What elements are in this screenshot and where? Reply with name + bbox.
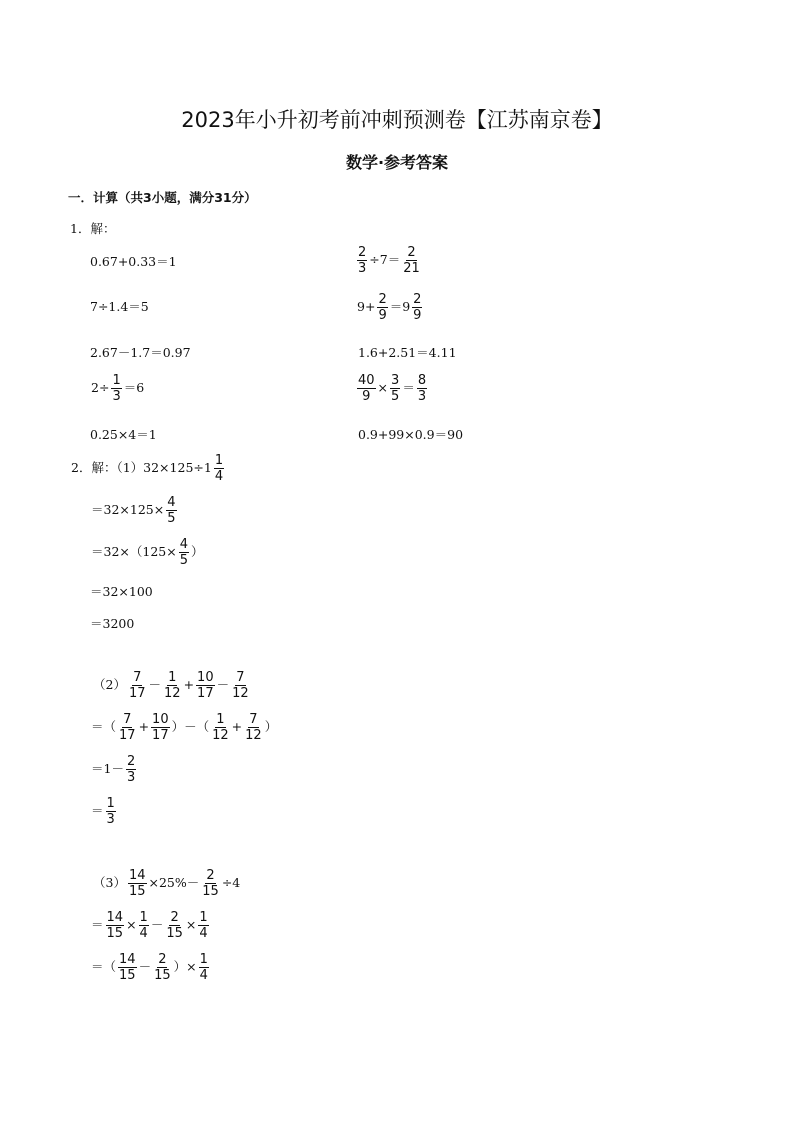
numerator: 1 bbox=[168, 670, 177, 685]
expression-text: 9+ bbox=[357, 299, 376, 315]
numerator: 1 bbox=[214, 453, 224, 468]
denominator: 15 bbox=[106, 926, 124, 941]
numerator: 2 bbox=[413, 292, 422, 307]
q2-part1-step4: ＝3200 bbox=[90, 616, 135, 631]
q1-right-row4 bbox=[356, 373, 428, 404]
numerator: 2 bbox=[158, 952, 167, 967]
fraction bbox=[151, 712, 170, 743]
denominator: 3 bbox=[112, 389, 121, 404]
fraction bbox=[196, 670, 215, 701]
fraction bbox=[106, 910, 125, 941]
fraction bbox=[199, 952, 209, 983]
q2-part1-head bbox=[70, 453, 225, 484]
denominator: 12 bbox=[212, 728, 229, 743]
q1-left-row2: 7÷1.4＝5 bbox=[90, 299, 149, 314]
denominator: 21 bbox=[403, 261, 420, 276]
q1-left-row1: 0.67+0.33＝1 bbox=[90, 254, 177, 269]
denominator: 3 bbox=[126, 770, 136, 785]
fraction bbox=[357, 245, 367, 276]
q1-left-row4 bbox=[90, 373, 145, 404]
expression-text: （3） bbox=[93, 875, 126, 891]
q2-part3-step2 bbox=[90, 952, 210, 983]
expression-text: × bbox=[185, 917, 197, 933]
denominator: 12 bbox=[232, 686, 249, 701]
expression-text: － bbox=[216, 677, 230, 693]
page-subtitle: 数学·参考答案 bbox=[345, 153, 449, 172]
denominator: 5 bbox=[391, 389, 400, 404]
expression-text: ＝ bbox=[91, 803, 104, 819]
denominator: 9 bbox=[378, 308, 387, 323]
fraction bbox=[111, 373, 121, 404]
q1-left-row4-post: ＝6 bbox=[123, 380, 145, 396]
numerator: 40 bbox=[358, 373, 375, 388]
fraction bbox=[106, 796, 116, 827]
numerator: 8 bbox=[417, 373, 427, 388]
denominator: 4 bbox=[199, 968, 208, 983]
expression-text: － bbox=[148, 677, 162, 693]
denominator: 3 bbox=[358, 261, 367, 276]
fraction bbox=[139, 910, 149, 941]
numerator: 1 bbox=[139, 910, 148, 925]
q1-label: 1．解： bbox=[70, 221, 116, 236]
q2-part2-step1 bbox=[90, 712, 278, 743]
denominator: 17 bbox=[128, 686, 146, 701]
fraction bbox=[179, 537, 189, 568]
expression-text: × bbox=[126, 917, 137, 933]
q2-part1-step3: ＝32×100 bbox=[90, 584, 153, 599]
expression-text: ＝（ bbox=[91, 719, 117, 735]
fraction bbox=[390, 373, 400, 404]
denominator: 5 bbox=[167, 511, 176, 526]
numerator: 14 bbox=[106, 910, 124, 925]
expression-text: + bbox=[183, 677, 195, 693]
q2-part1-step1 bbox=[90, 495, 178, 526]
numerator: 3 bbox=[391, 373, 400, 388]
denominator: 15 bbox=[202, 884, 219, 899]
denominator: 4 bbox=[139, 926, 148, 941]
q2-part2-step3 bbox=[90, 796, 117, 827]
denominator: 15 bbox=[119, 968, 136, 983]
fraction bbox=[128, 868, 147, 899]
expression-text: （2） bbox=[93, 677, 126, 693]
expression-text: ）× bbox=[173, 959, 197, 975]
expression-text: + bbox=[138, 719, 150, 735]
denominator: 9 bbox=[362, 389, 371, 404]
denominator: 3 bbox=[417, 389, 427, 404]
q1-right-row5: 0.9+99×0.9＝90 bbox=[358, 427, 464, 442]
expression-text: 2．解：（1）32×125÷1 bbox=[71, 460, 212, 476]
denominator: 12 bbox=[245, 728, 262, 743]
q1-right-row1 bbox=[356, 245, 422, 276]
denominator: 17 bbox=[152, 728, 169, 743]
page-title: 2023年小升初考前冲刺预测卷【江苏南京卷】 bbox=[181, 108, 613, 132]
expression-text: － bbox=[150, 917, 164, 933]
numerator: 1 bbox=[106, 796, 115, 811]
denominator: 4 bbox=[199, 926, 208, 941]
numerator: 14 bbox=[119, 952, 136, 967]
expression-text: ＝ bbox=[91, 917, 104, 933]
fraction bbox=[163, 670, 182, 701]
fraction bbox=[118, 712, 137, 743]
numerator: 4 bbox=[167, 495, 176, 510]
numerator: 7 bbox=[236, 670, 245, 685]
q2-part3-step1 bbox=[90, 910, 210, 941]
expression-text: ＝32×（125× bbox=[91, 544, 177, 560]
fraction bbox=[211, 712, 230, 743]
fraction bbox=[201, 868, 220, 899]
fraction bbox=[244, 712, 263, 743]
expression-text: ＝32×125× bbox=[91, 502, 165, 518]
q2-part3-head bbox=[92, 868, 241, 899]
expression-text: ） bbox=[191, 544, 204, 560]
section-heading: 一．计算（共3小题，满分31分） bbox=[68, 190, 257, 205]
denominator: 5 bbox=[179, 553, 188, 568]
expression-text: × bbox=[377, 380, 389, 396]
fraction bbox=[231, 670, 250, 701]
denominator: 4 bbox=[214, 469, 224, 484]
expression-text: ×25%－ bbox=[148, 875, 200, 891]
fraction bbox=[153, 952, 172, 983]
q1-right-row2 bbox=[356, 292, 423, 323]
numerator: 1 bbox=[199, 910, 208, 925]
fraction bbox=[126, 754, 136, 785]
fraction bbox=[214, 453, 224, 484]
numerator: 4 bbox=[179, 537, 188, 552]
fraction bbox=[377, 292, 387, 323]
expression-text: ÷7＝ bbox=[369, 252, 401, 268]
q1-left-row3: 2.67－1.7＝0.97 bbox=[90, 345, 191, 360]
denominator: 15 bbox=[128, 884, 146, 899]
fraction bbox=[357, 373, 376, 404]
numerator: 2 bbox=[378, 292, 387, 307]
numerator: 7 bbox=[133, 670, 142, 685]
fraction bbox=[166, 495, 176, 526]
expression-text: ÷4 bbox=[221, 875, 241, 891]
denominator: 17 bbox=[119, 728, 136, 743]
denominator: 17 bbox=[197, 686, 214, 701]
expression-text: ＝（ bbox=[91, 959, 117, 975]
numerator: 2 bbox=[126, 754, 136, 769]
denominator: 15 bbox=[166, 926, 183, 941]
numerator: 1 bbox=[199, 952, 208, 967]
expression-text: ＝9 bbox=[389, 299, 411, 315]
expression-text: ） bbox=[264, 719, 278, 735]
numerator: 1 bbox=[216, 712, 225, 727]
numerator: 7 bbox=[123, 712, 132, 727]
denominator: 9 bbox=[413, 308, 422, 323]
numerator: 2 bbox=[358, 245, 367, 260]
numerator: 10 bbox=[152, 712, 169, 727]
expression-text: ＝ bbox=[402, 380, 415, 396]
numerator: 7 bbox=[249, 712, 258, 727]
numerator: 1 bbox=[112, 373, 121, 388]
q2-part2-head bbox=[92, 670, 251, 701]
fraction bbox=[412, 292, 422, 323]
q2-part1-step2 bbox=[90, 537, 205, 568]
denominator: 15 bbox=[154, 968, 171, 983]
q1-left-row4-pre: 2÷ bbox=[91, 380, 110, 396]
fraction bbox=[198, 910, 208, 941]
numerator: 2 bbox=[407, 245, 416, 260]
denominator: 12 bbox=[164, 686, 181, 701]
fraction bbox=[417, 373, 427, 404]
fraction bbox=[128, 670, 147, 701]
expression-text: ）－（ bbox=[171, 719, 210, 735]
denominator: 3 bbox=[106, 812, 115, 827]
q1-left-row5: 0.25×4＝1 bbox=[90, 427, 157, 442]
numerator: 2 bbox=[170, 910, 179, 925]
numerator: 10 bbox=[197, 670, 214, 685]
numerator: 14 bbox=[128, 868, 146, 883]
fraction bbox=[118, 952, 137, 983]
q2-part2-step2 bbox=[90, 754, 137, 785]
expression-text: － bbox=[138, 959, 152, 975]
fraction bbox=[402, 245, 421, 276]
fraction bbox=[165, 910, 184, 941]
expression-text: + bbox=[231, 719, 243, 735]
expression-text: ＝1－ bbox=[91, 761, 124, 777]
numerator: 2 bbox=[206, 868, 215, 883]
q1-right-row3: 1.6+2.51＝4.11 bbox=[358, 345, 457, 360]
